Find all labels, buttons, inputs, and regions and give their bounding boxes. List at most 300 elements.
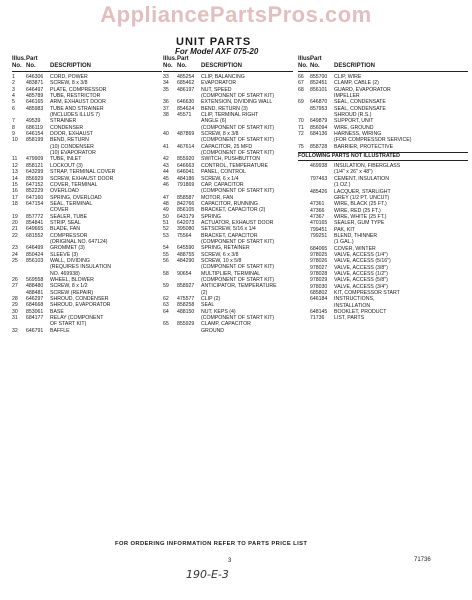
illus-number: 64 [163,308,169,315]
part-number: 855929 [177,321,195,328]
part-number: 649879 [310,118,328,125]
part-number: 47367 [310,213,325,220]
part-description: ANGLE (6) [201,118,227,125]
part-number: 855920 [177,156,195,163]
part-description: SEAL, CONDENSATE [334,105,386,112]
part-number: 643299 [26,169,44,176]
part-number: 484186 [177,175,195,182]
part-number: 395080 [177,226,195,233]
part-number: 488150 [177,308,195,315]
part-description: CLAMP, CABLE (2) [334,80,379,87]
part-description: CAP, CAPACITOR [201,181,244,188]
illus-number: 4 [12,93,15,100]
part-number: 646184 [310,296,328,303]
part-description: SEALER, TUBE [50,213,88,220]
illus-number: 40 [163,131,169,138]
illus-number [298,315,310,321]
part-description: BEND, RETURN (3) [201,105,248,112]
part-description: CEMENT, INSULATION [334,175,389,182]
part-description: CAPACITOR, 25 MFD [201,143,253,150]
header-illus: Illus. [12,56,26,62]
part-description: VALVE, ACCESS (3/4") [334,283,388,290]
part-description: BASE [50,308,64,315]
part-number: 856094 [310,124,328,131]
header-illus: Illus. [298,56,312,62]
part-description: SEAL [201,302,215,309]
part-description: LACQUER, STARLIGHT [334,188,391,195]
part-description: NUT, KEPS (4) [201,308,236,315]
part-description: EVAPORATOR [201,80,237,87]
part-description: VALVE, ACCESS (1/2") [334,270,388,277]
part-number: 978026 [310,258,328,265]
part-description: COMPRESSOR [50,232,88,239]
part-description: (COMPONENT OF START KIT) [201,137,275,144]
part-description: GROUND [201,327,225,334]
part-number: 684136 [310,131,328,138]
part-description: VALVE, ACCESS (1/4") [334,251,388,258]
illus-number: 14 [12,175,18,182]
illus-number: 38 [163,112,169,119]
illus-number: 51 [163,219,169,226]
part-number: 799451 [310,226,328,233]
illus-number: 31 [12,315,18,322]
illus-number: 42 [163,156,169,163]
part-description: WALL, DIVIDING [50,257,90,264]
part-description: TUBE, RESTRICTOR [50,93,101,100]
part-number: 978030 [310,283,328,290]
part-description: (10) CONDENSER [50,143,94,150]
part-number: 475577 [177,296,195,303]
part-description: SCREW, 8 x 1/2 [50,283,88,290]
illus-number: 67 [298,80,304,87]
part-description: (INCLUDES ILLUS 7) [50,112,100,119]
part-number: 791869 [177,181,195,188]
part-description: TUBE AND STRAINER [50,105,104,112]
part-description: COVER, WINTER [334,245,376,252]
part-number: 645590 [177,245,195,252]
part-description: SEALER, GUM TYPE [334,220,385,227]
part-description: DOOR, EXHAUST [50,131,93,138]
part-description: ARM, EXHAUST DOOR [50,99,106,106]
model-subtitle: For Model AXF 075-20 [175,47,259,56]
part-description: SPRING [201,213,221,220]
watermark: AppliancePartsPros.com [100,2,372,27]
illus-number: 13 [12,169,18,176]
part-description: VALVE, ACCESS (3/8") [334,264,388,271]
part-description: (1/4" x 26" x 48") [334,169,373,176]
part-description: WIRE, RED (25 FT.) [334,207,381,214]
part-number: 858199 [26,137,44,144]
part-description: (COMPONENT OF START KIT) [201,188,275,195]
part-description: (COMPONENT OF START KIT) [201,124,275,131]
part-description: BOOKLET, PRODUCT [334,309,387,316]
illus-number: 58 [163,270,169,277]
part-number: 485789 [26,93,44,100]
part-description: NUT, SPEED [201,86,232,93]
part-number: 978027 [310,264,328,271]
section-heading-not-illustrated: FOLLOWING PARTS NOT ILLUSTRATED [298,152,468,161]
illus-number: 18 [12,200,18,207]
part-number: 647160 [26,194,44,201]
part-number: 646306 [26,74,44,80]
part-number: 856103 [26,257,44,264]
part-description: STRAINER [50,118,77,125]
part-description: ACTUATOR, EXHAUST DOOR [201,219,274,226]
page-number: 3 [228,558,232,564]
part-number: 47361 [310,201,325,208]
part-number: 857953 [310,105,328,112]
illus-number: 32 [12,327,18,334]
illus-number: 2 [12,80,15,87]
part-description: WIRE, WHITE (25 FT.) [334,213,387,220]
illus-number: 56 [163,257,169,264]
illus-number: 1 [12,74,15,80]
part-description: SEAL, TERMINAL [50,200,93,207]
column-header [163,56,293,72]
illus-number: 20 [12,219,18,226]
illus-number: 75 [298,143,304,150]
illus-number: 46 [163,181,169,188]
part-description: HARNESS, WIRING [334,131,382,138]
part-number: 799251 [310,232,328,239]
illus-number: 22 [12,232,18,239]
header-row [298,56,468,63]
part-description: (COMPONENT OF START KIT) [201,315,275,322]
part-number: 646041 [177,169,195,176]
part-description: LIST, PARTS [334,315,365,322]
illus-number: 3 [12,86,15,93]
part-number: 649665 [26,226,44,233]
header-part: Part [177,56,189,62]
illus-number: 70 [298,118,304,125]
part-description: WHEEL, BLOWER [50,277,94,283]
page-title: UNIT PARTS [176,36,252,48]
column-header [298,56,468,72]
part-description: BLEND, THINNER [334,232,378,239]
part-description: TUBE, INLET [50,156,82,163]
part-description: SLEEVE (3) [50,251,78,258]
header-no: No. [12,63,22,69]
part-number: 646154 [26,131,44,138]
part-description: EXTENSION, DIVIDING WALL [201,99,273,106]
part-description: NO. 469938) [50,270,80,277]
part-number: 483871 [26,80,44,87]
part-description: WIRE, BLACK (25 FT.) [334,201,387,208]
part-number: 858258 [177,302,195,309]
illus-number: 62 [163,296,169,303]
header-row [298,63,468,70]
part-number: 685462 [177,80,195,87]
part-description: GROMMET (3) [50,245,85,252]
header-description: DESCRIPTION [201,63,243,69]
part-number: 978029 [310,277,328,284]
part-number: 467614 [177,143,195,150]
part-number: 71736 [310,315,325,322]
part-description: VALVE, ACCESS (5/8") [334,277,388,284]
illus-number: 52 [163,226,169,233]
header-blank [334,56,468,63]
part-description: LOCKOUT (3) [50,162,83,169]
illus-number: 49 [163,207,169,214]
header-description: DESCRIPTION [50,63,92,69]
part-description: BRACKET, CAPACITOR [201,232,258,239]
part-number: 854841 [26,219,44,226]
header-part-no: No. [177,63,187,69]
part-number: 857772 [26,213,44,220]
illus-number: 26 [12,277,18,283]
part-number: 646165 [26,99,44,106]
illus-number: 53 [163,232,169,239]
part-number: 488481 [26,289,44,296]
illus-number: 55 [163,251,169,258]
part-number: 858121 [26,162,44,169]
part-description: PANEL, CONTROL [201,169,246,176]
illus-number: 71 [298,124,304,131]
part-row [298,144,468,150]
part-description: SCREW (REPAIR) [50,289,94,296]
part-description: OVERLOAD [50,188,79,195]
illus-number: 45 [163,175,169,182]
part-description: WIRE, GROUND [334,124,374,131]
part-description: CLIP (2) [201,296,221,303]
part-number: 684065 [310,245,328,252]
header-blank [50,56,162,63]
illus-number: 23 [12,245,18,252]
part-description: CONTROL, TEMPERATURE [201,162,268,169]
part-description: MOTOR, FAN [201,194,234,201]
part-description: SCREW, 6 x 1/4 [201,175,239,182]
part-number: 646630 [177,99,195,106]
part-description: (FOR COMPRESSOR SERVICE) [334,137,412,144]
header-part: Part [26,56,38,62]
parts-column-2 [163,56,293,334]
part-number: 646499 [26,245,44,252]
illus-number: 6 [12,105,15,112]
part-description: STRIP, SEAL [50,219,81,226]
part-description: (ORIGINAL NO. 647124) [50,238,108,245]
part-number: 642073 [177,219,195,226]
column-header [12,56,162,72]
illus-number: 19 [12,213,18,220]
part-number: 646870 [310,99,328,106]
illus-number: 24 [12,251,18,258]
part-description: (COMPONENT OF START KIT) [201,93,275,100]
part-number: 90654 [177,270,192,277]
part-description: SEAL, CONDENSATE [334,99,386,106]
part-description: ANTICIPATOR, TEMPERATURE [201,283,277,290]
illus-number: 30 [12,308,18,315]
part-number: 469938 [310,163,328,170]
part-description: SCREW, EXHAUST DOOR [50,175,114,182]
part-description: INSULATION, FIBERGLASS [334,163,401,170]
parts-column-3 [298,56,468,322]
part-description: CONDENSER [50,124,84,131]
illus-number: 63 [163,302,169,309]
part-number: 684668 [26,302,44,309]
part-description: SPRING, OVERLOAD [50,194,102,201]
part-description: (1 GAL.) [334,239,354,246]
part-description: SCREW, 10 x 5/8 [201,257,242,264]
part-number: 858927 [177,283,195,290]
part-description: (COMPONENT OF START KIT) [201,150,275,157]
part-number: 484290 [177,257,195,264]
part-description: INSTRUCTIONS, [334,296,375,303]
part-description: (2) [201,289,208,296]
part-description: (1 OZ.) [334,182,351,189]
header-row [12,56,162,63]
illus-number: 28 [12,296,18,303]
part-description: SCREW, 8 x 3/8 [201,131,239,138]
part-row [12,328,162,334]
part-number [177,328,201,334]
header-row [163,63,293,70]
part-number: 842766 [177,200,195,207]
part-number: 855700 [310,74,328,80]
part-number: 978025 [310,251,328,258]
part-number: 75564 [177,232,192,239]
part-number: 850424 [26,251,44,258]
part-number: 485426 [310,188,328,195]
part-number: 856929 [26,175,44,182]
part-description: BARRIER, PROTECTIVE [334,143,394,150]
part-description: (REQUIRES INSULATION [50,264,112,271]
illus-number: 17 [12,194,18,201]
part-number: 685802 [310,290,328,296]
part-number: 479909 [26,156,44,163]
part-description: (COMPONENT OF START KIT) [201,264,275,271]
illus-number: 48 [163,200,169,207]
part-number: 49539 [26,118,41,125]
header-row [163,56,293,63]
illus-number: 47 [163,194,169,201]
part-number: 488480 [26,283,44,290]
illus-number: 7 [12,118,15,125]
part-number: 646663 [177,162,195,169]
part-number: 47366 [310,207,325,214]
part-description: PAK, KIT [334,226,355,233]
part-description: SETSCREW, 5/16 x 1/4 [201,226,256,233]
illus-number: 72 [298,131,304,138]
illus-number: 34 [163,80,169,87]
part-description: BRACKET, CAPACITOR (2) [201,207,266,214]
part-description: PLATE, COMPRESSOR [50,86,107,93]
illus-number: 25 [12,257,18,264]
part-description: (COMPONENT OF START KIT) [201,238,275,245]
illus-number: 50 [163,213,169,220]
header-part-no: No. [26,63,36,69]
part-number: 681552 [26,232,44,239]
parts-column-1 [12,56,162,334]
illus-number [163,328,177,334]
document-code: 71736 [414,557,431,563]
part-row [163,328,293,334]
part-description: SHROUD, EVAPORATOR [50,302,111,309]
part-number: 978028 [310,270,328,277]
illus-number: 43 [163,162,169,169]
part-number: 485983 [26,105,44,112]
part-number: 487869 [177,131,195,138]
part-description: KIT, COMPRESSOR START [334,290,400,296]
header-description: DESCRIPTION [334,63,376,69]
part-description: GUARD, EVAPORATOR [334,86,391,93]
illus-number: 5 [12,99,15,106]
illus-number: 37 [163,105,169,112]
ordering-footer: FOR ORDERING INFORMATION REFER TO PARTS PRICE LIST [115,541,308,547]
header-no: No. [298,63,308,69]
part-number: 647154 [26,200,44,207]
part-description: COVER [50,207,69,214]
part-description: CLIP, TERMINAL RIGHT [201,112,259,119]
part-description: INSTALLATION [334,302,371,309]
illus-number: 41 [163,143,169,150]
part-number: 647152 [26,181,44,188]
part-description: BLADE, FAN [50,226,80,233]
illus-number: 66 [298,74,304,80]
part-number: 856101 [310,86,328,93]
illus-number: 15 [12,181,18,188]
part-description: STRAP, TERMINAL COVER [50,169,116,176]
header-blank [201,56,293,63]
illus-number: 10 [12,137,18,144]
part-description: BAFFLE [50,327,70,334]
part-number: 646297 [26,296,44,303]
part-description: SPRING, RETAINER [201,245,250,252]
illus-number: 36 [163,99,169,106]
part-number: 643179 [177,213,195,220]
illus-number: 8 [12,124,15,131]
illus-number: 65 [163,321,169,328]
part-description: GREY (1/2 PT. UNCUT) [334,194,390,201]
illus-number: 69 [298,99,304,106]
illus-number: 44 [163,169,169,176]
part-number: 684177 [26,315,44,322]
illus-number: 68 [298,86,304,93]
part-description: CORD, POWER [50,74,88,80]
header-no: No. [163,63,173,69]
part-number: 853061 [26,308,44,315]
part-number: 858587 [177,194,195,201]
illus-number: 21 [12,226,18,233]
illus-number: 35 [163,86,169,93]
part-row [298,315,468,321]
part-number: 852229 [26,188,44,195]
part-description: CAPACITOR, RUNNING [201,200,258,207]
part-number: 470165 [310,220,328,227]
part-number: 852451 [310,80,328,87]
part-number: 569558 [26,277,44,283]
part-description: CLAMP, CAPACITOR [201,321,251,328]
header-part-no: No. [310,63,320,69]
part-number: 488755 [177,251,195,258]
illus-number: 12 [12,162,18,169]
illus-number: 9 [12,131,15,138]
part-description: BEND, RETURN [50,137,89,144]
part-number: 858728 [310,143,328,150]
part-description: SCREW, 8 x 3/8 [50,80,88,87]
part-number: 686119 [26,124,43,131]
part-description: COVER, TERMINAL [50,181,98,188]
part-description: IMPELLER [334,93,360,100]
illus-number: 59 [163,283,169,290]
part-number: 648145 [310,309,328,316]
part-description: VALVE, ACCESS (5/16") [334,258,391,265]
header-row [12,63,162,70]
illus-number: 29 [12,302,18,309]
header-part: Part [310,56,322,62]
part-number: 486197 [177,86,195,93]
part-description: SHROUD, CONDENSER [50,296,109,303]
part-number: 646791 [26,327,44,334]
